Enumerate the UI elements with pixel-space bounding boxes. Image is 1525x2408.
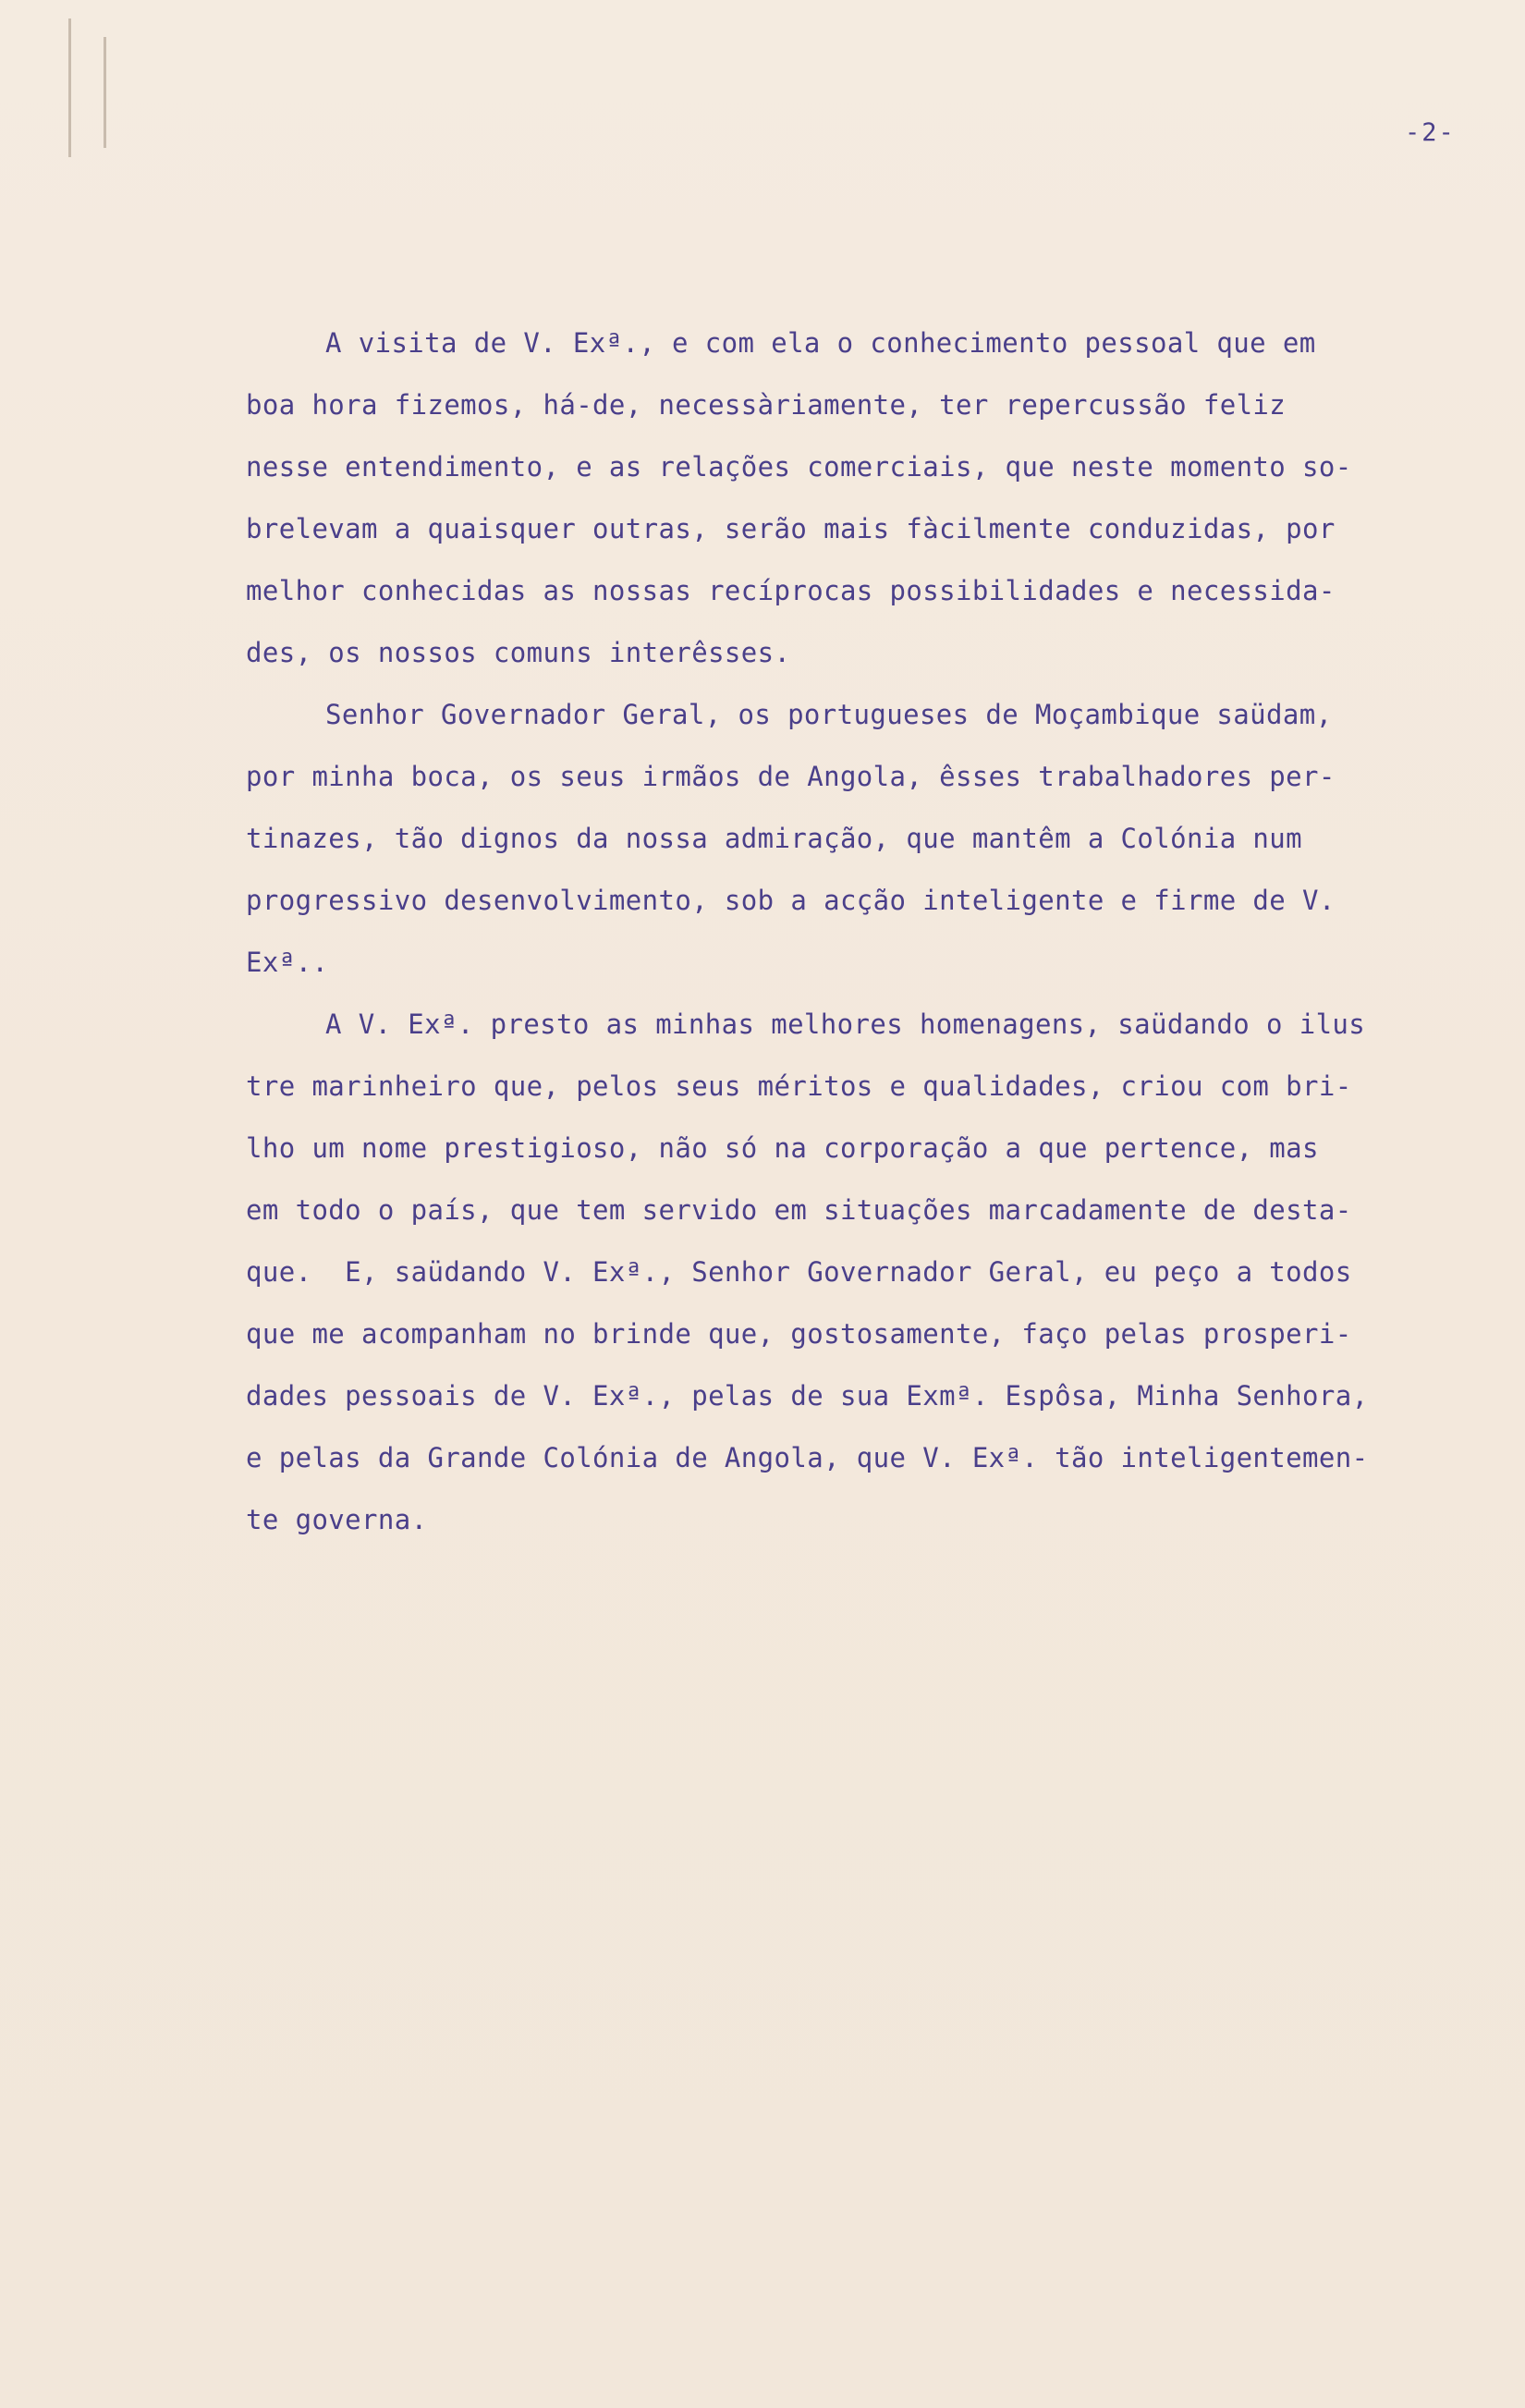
text-line: te governa. [246,1504,428,1535]
letter-body [246,312,1498,1551]
text-line: des, os nossos comuns interêsses. [246,637,791,668]
edge-mark [68,18,71,157]
text-line: tinazes, tão dignos da nossa admiração, que mantêm a Colónia num [246,823,1303,854]
text-line: brelevam a quaisquer outras, serão mais fàcilmente conduzidas, por [246,513,1336,544]
text-line: A V. Exª. presto as minhas melhores homenagens, saüdando o ilus [325,1008,1366,1040]
text-line: em todo o país, que tem servido em situações marcadamente de desta- [246,1194,1352,1226]
text-line: boa hora fizemos, há-de, necessàriamente, ter repercussão feliz [246,389,1287,421]
text-line: nesse entendimento, e as relações comerciais, que neste momento so- [246,451,1352,483]
text-line: que me acompanham no brinde que, gostosamente, faço pelas prosperi- [246,1318,1352,1350]
text-line: tre marinheiro que, pelos seus méritos e qualidades, criou com bri- [246,1070,1352,1102]
page-number: -2- [1405,118,1456,147]
text-line: dades pessoais de V. Exª., pelas de sua Exmª. Espôsa, Minha Senhora, [246,1380,1369,1412]
text-line: e pelas da Grande Colónia de Angola, que V. Exª. tão inteligentemen- [246,1442,1369,1473]
text-line: melhor conhecidas as nossas recíprocas possibilidades e necessida- [246,575,1336,606]
text-line: A visita de V. Exª., e com ela o conhecimento pessoal que em [325,327,1316,359]
text-line: por minha boca, os seus irmãos de Angola, êsses trabalhadores per- [246,761,1336,792]
text-line: Senhor Governador Geral, os portugueses de Moçambique saüdam, [325,699,1333,730]
text-line: Exª.. [246,947,329,978]
text-line: lho um nome prestigioso, não só na corporação a que pertence, mas [246,1132,1319,1164]
edge-mark [104,37,106,148]
text-line: progressivo desenvolvimento, sob a acção inteligente e firme de V. [246,885,1336,916]
text-line: que. E, saüdando V. Exª., Senhor Governador Geral, eu peço a todos [246,1256,1352,1288]
